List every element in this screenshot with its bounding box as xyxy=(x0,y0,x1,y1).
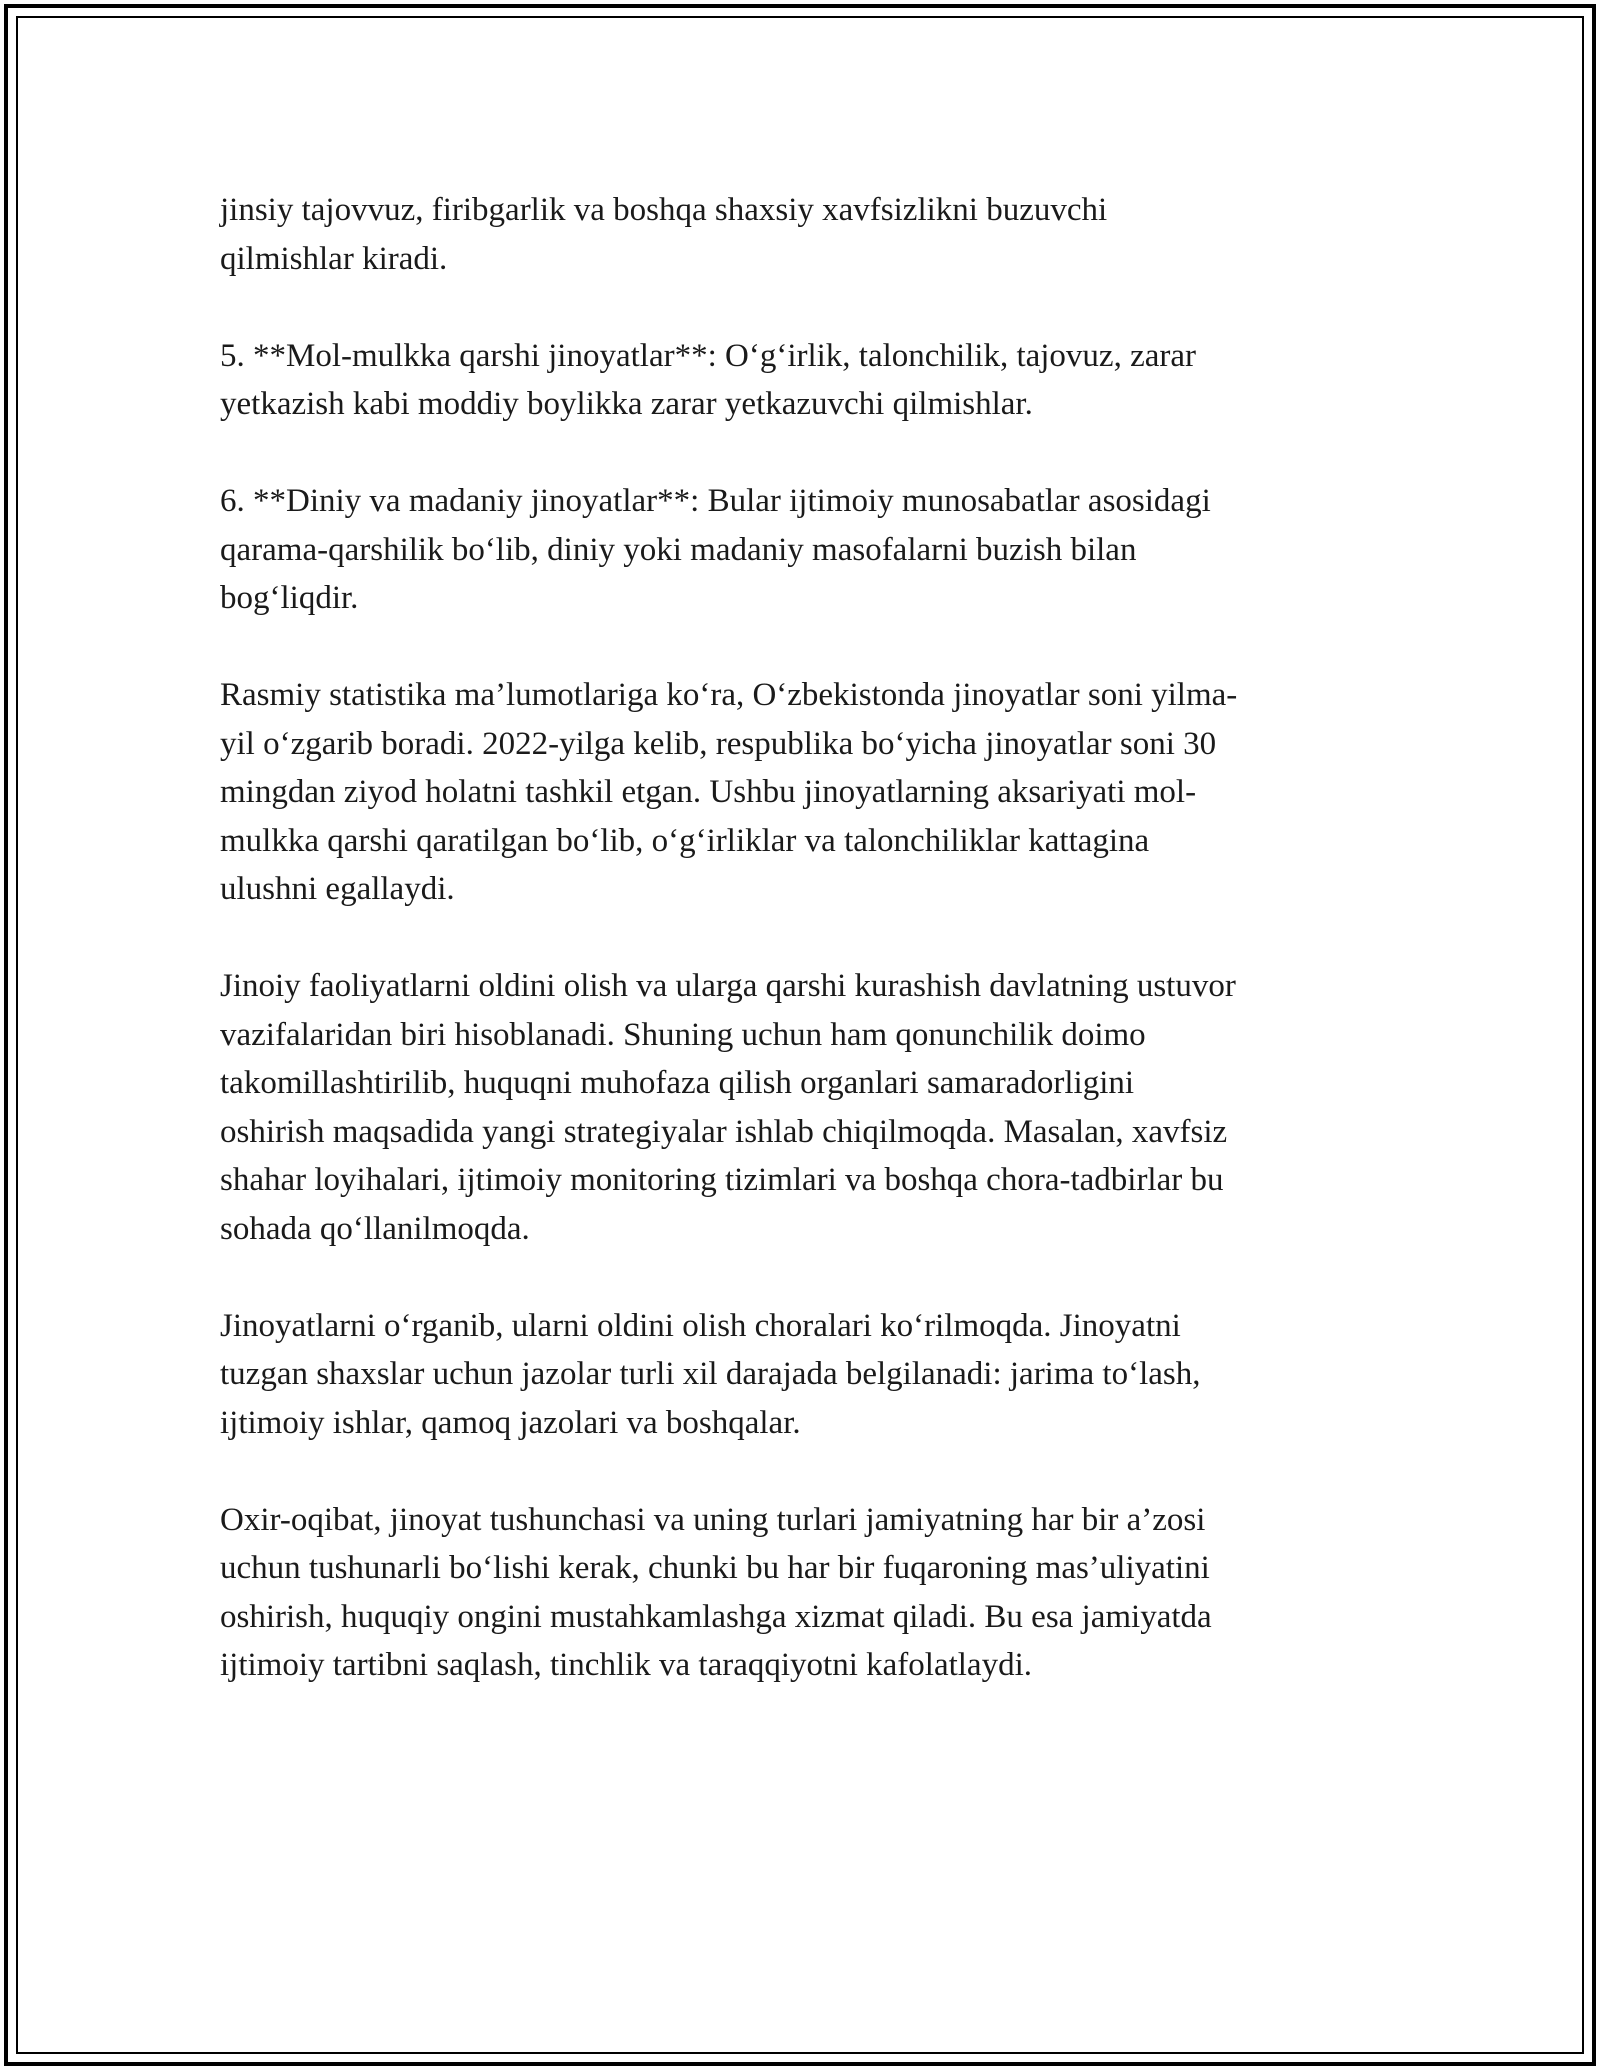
text-line: uchun tushunarli bo‘lishi kerak, chunki bu har bir fuqaroning mas’uliyatini xyxy=(220,1550,1210,1586)
text-line: takomillashtirilib, huquqni muhofaza qilish organlari samaradorligini xyxy=(220,1065,1135,1101)
paragraph-2 xyxy=(220,332,1370,429)
text-line: Rasmiy statistika ma’lumotlariga ko‘ra, O‘zbekistonda jinoyatlar soni yilma- xyxy=(220,677,1238,713)
paragraph-1 xyxy=(220,186,1370,283)
text-line: ijtimoiy ishlar, qamoq jazolari va boshqalar. xyxy=(220,1404,801,1441)
text-line: qarama-qarshilik bo‘lib, diniy yoki madaniy masofalarni buzish bilan xyxy=(220,531,1137,568)
text-line: bog‘liqdir. xyxy=(220,580,359,616)
text-line: sohada qo‘llanilmoqda. xyxy=(220,1210,530,1247)
text-line: mulkka qarshi qaratilgan bo‘lib, o‘g‘irliklar va talonchiliklar kattagina xyxy=(220,822,1150,859)
text-line: mingdan ziyod holatni tashkil etgan. Ushbu jinoyatlarning aksariyati mol- xyxy=(220,774,1197,810)
paragraph-7 xyxy=(220,1496,1370,1690)
text-line: qilmishlar kiradi. xyxy=(220,240,448,277)
paragraph-6 xyxy=(220,1302,1370,1448)
paragraph-5 xyxy=(220,962,1370,1253)
text-line: oshirish, huquqiy ongini mustahkamlashga xizmat qiladi. Bu esa jamiyatda xyxy=(220,1598,1212,1635)
text-line: jinsiy tajovvuz, firibgarlik va boshqa shaxsiy xavfsizlikni buzuvchi xyxy=(220,192,1108,228)
text-line: 5. **Mol-mulkka qarshi jinoyatlar**: O‘g‘irlik, talonchilik, tajovuz, zarar xyxy=(220,337,1196,374)
text-line: tuzgan shaxslar uchun jazolar turli xil darajada belgilanadi: jarima to‘lash, xyxy=(220,1356,1201,1392)
text-line: shahar loyihalari, ijtimoiy monitoring tizimlari va boshqa chora-tadbirlar bu xyxy=(220,1162,1224,1198)
text-line: yetkazish kabi moddiy boylikka zarar yetkazuvchi qilmishlar. xyxy=(220,386,1033,422)
text-line: vazifalaridan biri hisoblanadi. Shuning uchun ham qonunchilik doimo xyxy=(220,1016,1146,1053)
document-body xyxy=(220,186,1370,1738)
text-line: ijtimoiy tartibni saqlash, tinchlik va taraqqiyotni kafolatlaydi. xyxy=(220,1647,1032,1683)
text-line: 6. **Diniy va madaniy jinoyatlar**: Bular ijtimoiy munosabatlar asosidagi xyxy=(220,483,1211,519)
text-line: Jinoyatlarni o‘rganib, ularni oldini olish choralari ko‘rilmoqda. Jinoyatni xyxy=(220,1307,1181,1344)
text-line: yil o‘zgarib boradi. 2022-yilga kelib, respublika bo‘yicha jinoyatlar soni 30 xyxy=(220,725,1217,762)
text-line: Oxir-oqibat, jinoyat tushunchasi va uning turlari jamiyatning har bir a’zosi xyxy=(220,1501,1206,1538)
paragraph-4 xyxy=(220,671,1370,914)
text-line: oshirish maqsadida yangi strategiyalar ishlab chiqilmoqda. Masalan, xavfsiz xyxy=(220,1113,1228,1150)
paragraph-3 xyxy=(220,477,1370,623)
text-line: ulushni egallaydi. xyxy=(220,871,455,907)
text-line: Jinoiy faoliyatlarni oldini olish va ularga qarshi kurashish davlatning ustuvor xyxy=(220,968,1236,1004)
